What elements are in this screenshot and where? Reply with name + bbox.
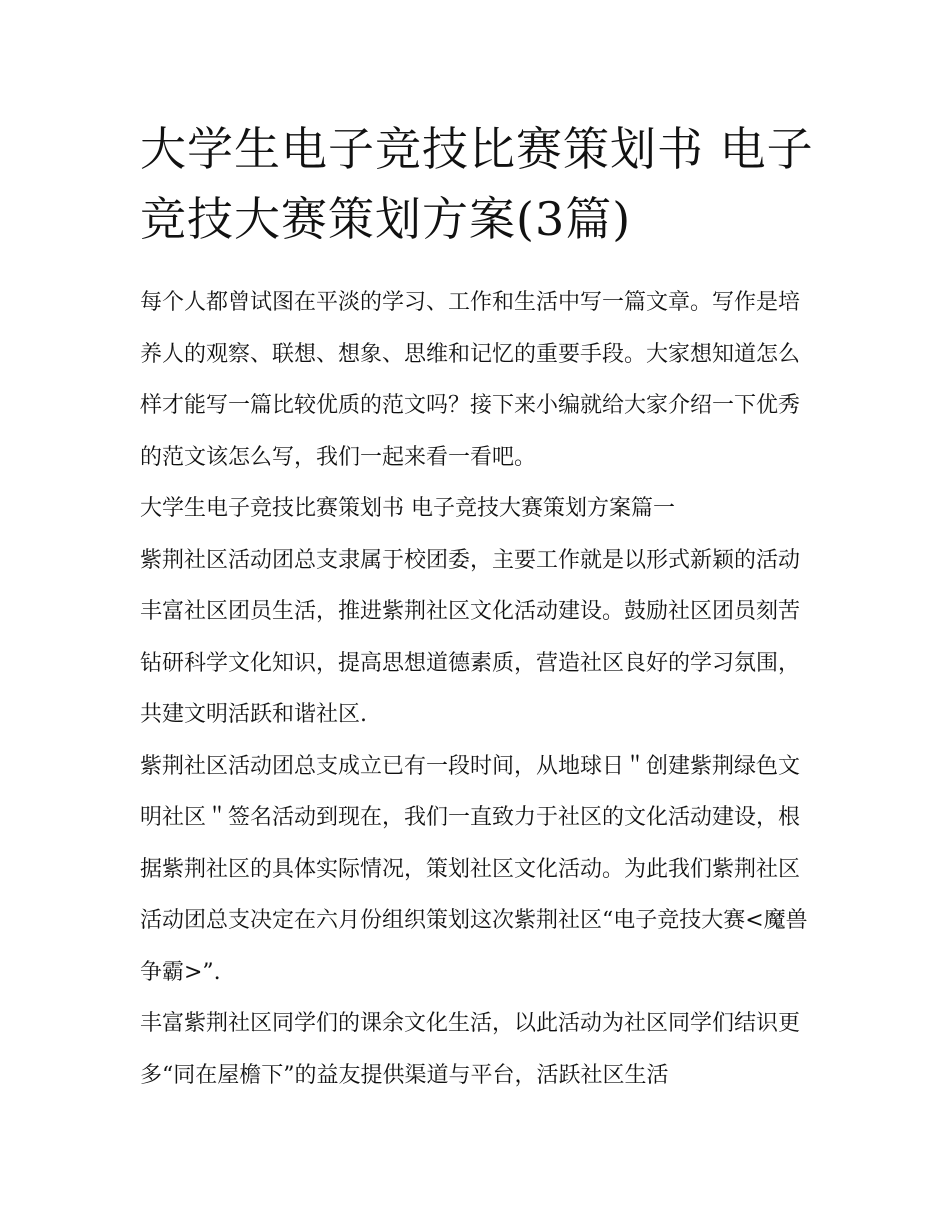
document-body [140, 277, 812, 1101]
paragraph: 紫荆社区活动团总支隶属于校团委，主要工作就是以形式新颖的活动丰富社区团员生活，推进紫荆社区文化活动建设。鼓励社区团员刻苦钻研科学文化知识，提高思想道德素质，营造社区良好的学习氛围，共建文明活跃和谐社区. [140, 547, 801, 727]
paragraph: 丰富紫荆社区同学们的课余文化生活，以此活动为社区同学们结识更多“同在屋檐下”的益友提供渠道与平台，活跃社区生活 [140, 1011, 801, 1088]
paragraph: 紫荆社区活动团总支成立已有一段时间，从地球日＂创建紫荆绿色文明社区＂签名活动到现在，我们一直致力于社区的文化活动建设，根据紫荆社区的具体实际情况，策划社区文化活动。为此我们紫荆社区活动团总支决定在六月份组织策划这次紫荆社区“电子竞技大赛<魔兽争霸>”. [140, 753, 808, 985]
document-title: 大学生电子竞技比赛策划书 电子竞技大赛策划方案(3篇) [140, 122, 814, 246]
paragraph-intro: 每个人都曾试图在平淡的学习、工作和生活中写一篇文章。写作是培养人的观察、联想、想象、思维和记忆的重要手段。大家想知道怎么样才能写一篇比较优质的范文吗？接下来小编就给大家介绍一下优秀的范文该怎么写，我们一起来看一看吧。 [140, 290, 801, 470]
section-heading: 大学生电子竞技比赛策划书 电子竞技大赛策划方案篇一 [140, 496, 675, 521]
